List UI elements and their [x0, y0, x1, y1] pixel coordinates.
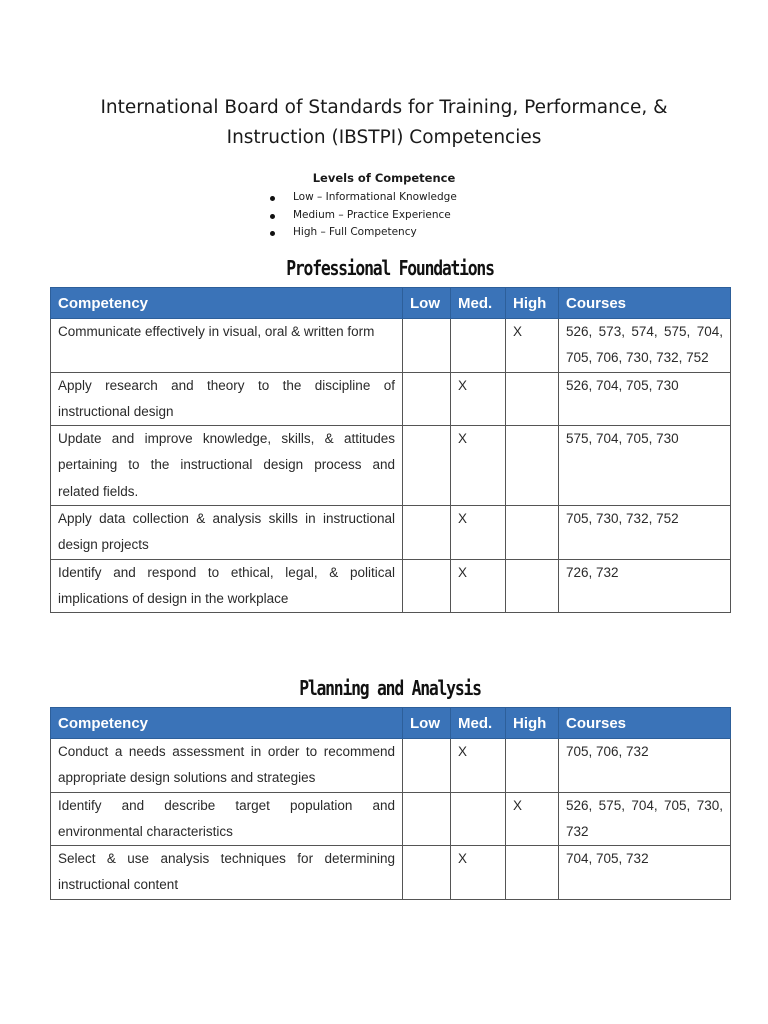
med-cell [451, 792, 506, 846]
med-cell: X [451, 372, 506, 426]
table-row [51, 319, 731, 373]
header-competency: Competency [51, 288, 403, 319]
high-cell: X [506, 792, 559, 846]
levels-of-competence [0, 170, 768, 238]
page-title [40, 93, 728, 153]
low-cell [403, 426, 451, 506]
competency-cell: Apply data collection & analysis skills in instructional design projects [51, 506, 403, 560]
level-item-low [270, 189, 457, 207]
bullet-icon [270, 214, 275, 219]
high-cell [506, 846, 559, 900]
med-cell: X [451, 739, 506, 793]
low-cell [403, 739, 451, 793]
header-courses: Courses [559, 288, 731, 319]
level-item-medium [270, 207, 457, 225]
table-header-row [51, 708, 731, 739]
low-cell [403, 792, 451, 846]
low-cell [403, 319, 451, 373]
header-med: Med. [451, 288, 506, 319]
high-cell [506, 559, 559, 613]
competency-cell: Identify and describe target population and environmental characteristics [51, 792, 403, 846]
page-title-line-2: Instruction (IBSTPI) Competencies [226, 127, 542, 148]
courses-cell: 526, 575, 704, 705, 730, 732 [559, 792, 731, 846]
competency-cell: Update and improve knowledge, skills, & attitudes pertaining to the instructional design process and related fields. [51, 426, 403, 506]
med-cell [451, 319, 506, 373]
level-item-label: Low – Informational Knowledge [293, 191, 457, 203]
courses-cell: 705, 730, 732, 752 [559, 506, 731, 560]
section-heading-professional-foundations: Professional Foundations [286, 256, 494, 280]
competency-cell: Apply research and theory to the discipline of instructional design [51, 372, 403, 426]
courses-cell: 526, 704, 705, 730 [559, 372, 731, 426]
high-cell [506, 506, 559, 560]
low-cell [403, 846, 451, 900]
level-item-high [270, 224, 457, 242]
planning-and-analysis-table [50, 707, 731, 900]
header-med: Med. [451, 708, 506, 739]
courses-cell: 575, 704, 705, 730 [559, 426, 731, 506]
high-cell [506, 426, 559, 506]
table-row [51, 739, 731, 793]
levels-list [270, 189, 457, 242]
bullet-icon [270, 196, 275, 201]
competency-cell: Communicate effectively in visual, oral & written form [51, 319, 403, 373]
med-cell: X [451, 559, 506, 613]
low-cell [403, 372, 451, 426]
competency-cell: Identify and respond to ethical, legal, & political implications of design in the workplace [51, 559, 403, 613]
competency-cell: Select & use analysis techniques for determining instructional content [51, 846, 403, 900]
courses-cell: 526, 573, 574, 575, 704, 705, 706, 730, 732, 752 [559, 319, 731, 373]
table-row [51, 426, 731, 506]
level-item-label: Medium – Practice Experience [293, 208, 451, 221]
high-cell: X [506, 319, 559, 373]
header-low: Low [403, 708, 451, 739]
header-competency: Competency [51, 708, 403, 739]
low-cell [403, 559, 451, 613]
competency-cell: Conduct a needs assessment in order to recommend appropriate design solutions and strategies [51, 739, 403, 793]
med-cell: X [451, 506, 506, 560]
table-row [51, 559, 731, 613]
table-row [51, 506, 731, 560]
low-cell [403, 506, 451, 560]
header-high: High [506, 288, 559, 319]
med-cell: X [451, 426, 506, 506]
level-item-label: High – Full Competency [293, 226, 417, 238]
high-cell [506, 372, 559, 426]
high-cell [506, 739, 559, 793]
table-header-row [51, 288, 731, 319]
page-title-line-1: International Board of Standards for Training, Performance, & [100, 97, 668, 118]
courses-cell: 726, 732 [559, 559, 731, 613]
bullet-icon [270, 231, 275, 236]
med-cell: X [451, 846, 506, 900]
header-courses: Courses [559, 708, 731, 739]
professional-foundations-table [50, 287, 731, 613]
table-row [51, 372, 731, 426]
section-heading-planning-and-analysis: Planning and Analysis [299, 676, 481, 700]
courses-cell: 704, 705, 732 [559, 846, 731, 900]
courses-cell: 705, 706, 732 [559, 739, 731, 793]
header-low: Low [403, 288, 451, 319]
table-row [51, 792, 731, 846]
table-row [51, 846, 731, 900]
levels-heading: Levels of Competence [312, 171, 456, 185]
header-high: High [506, 708, 559, 739]
